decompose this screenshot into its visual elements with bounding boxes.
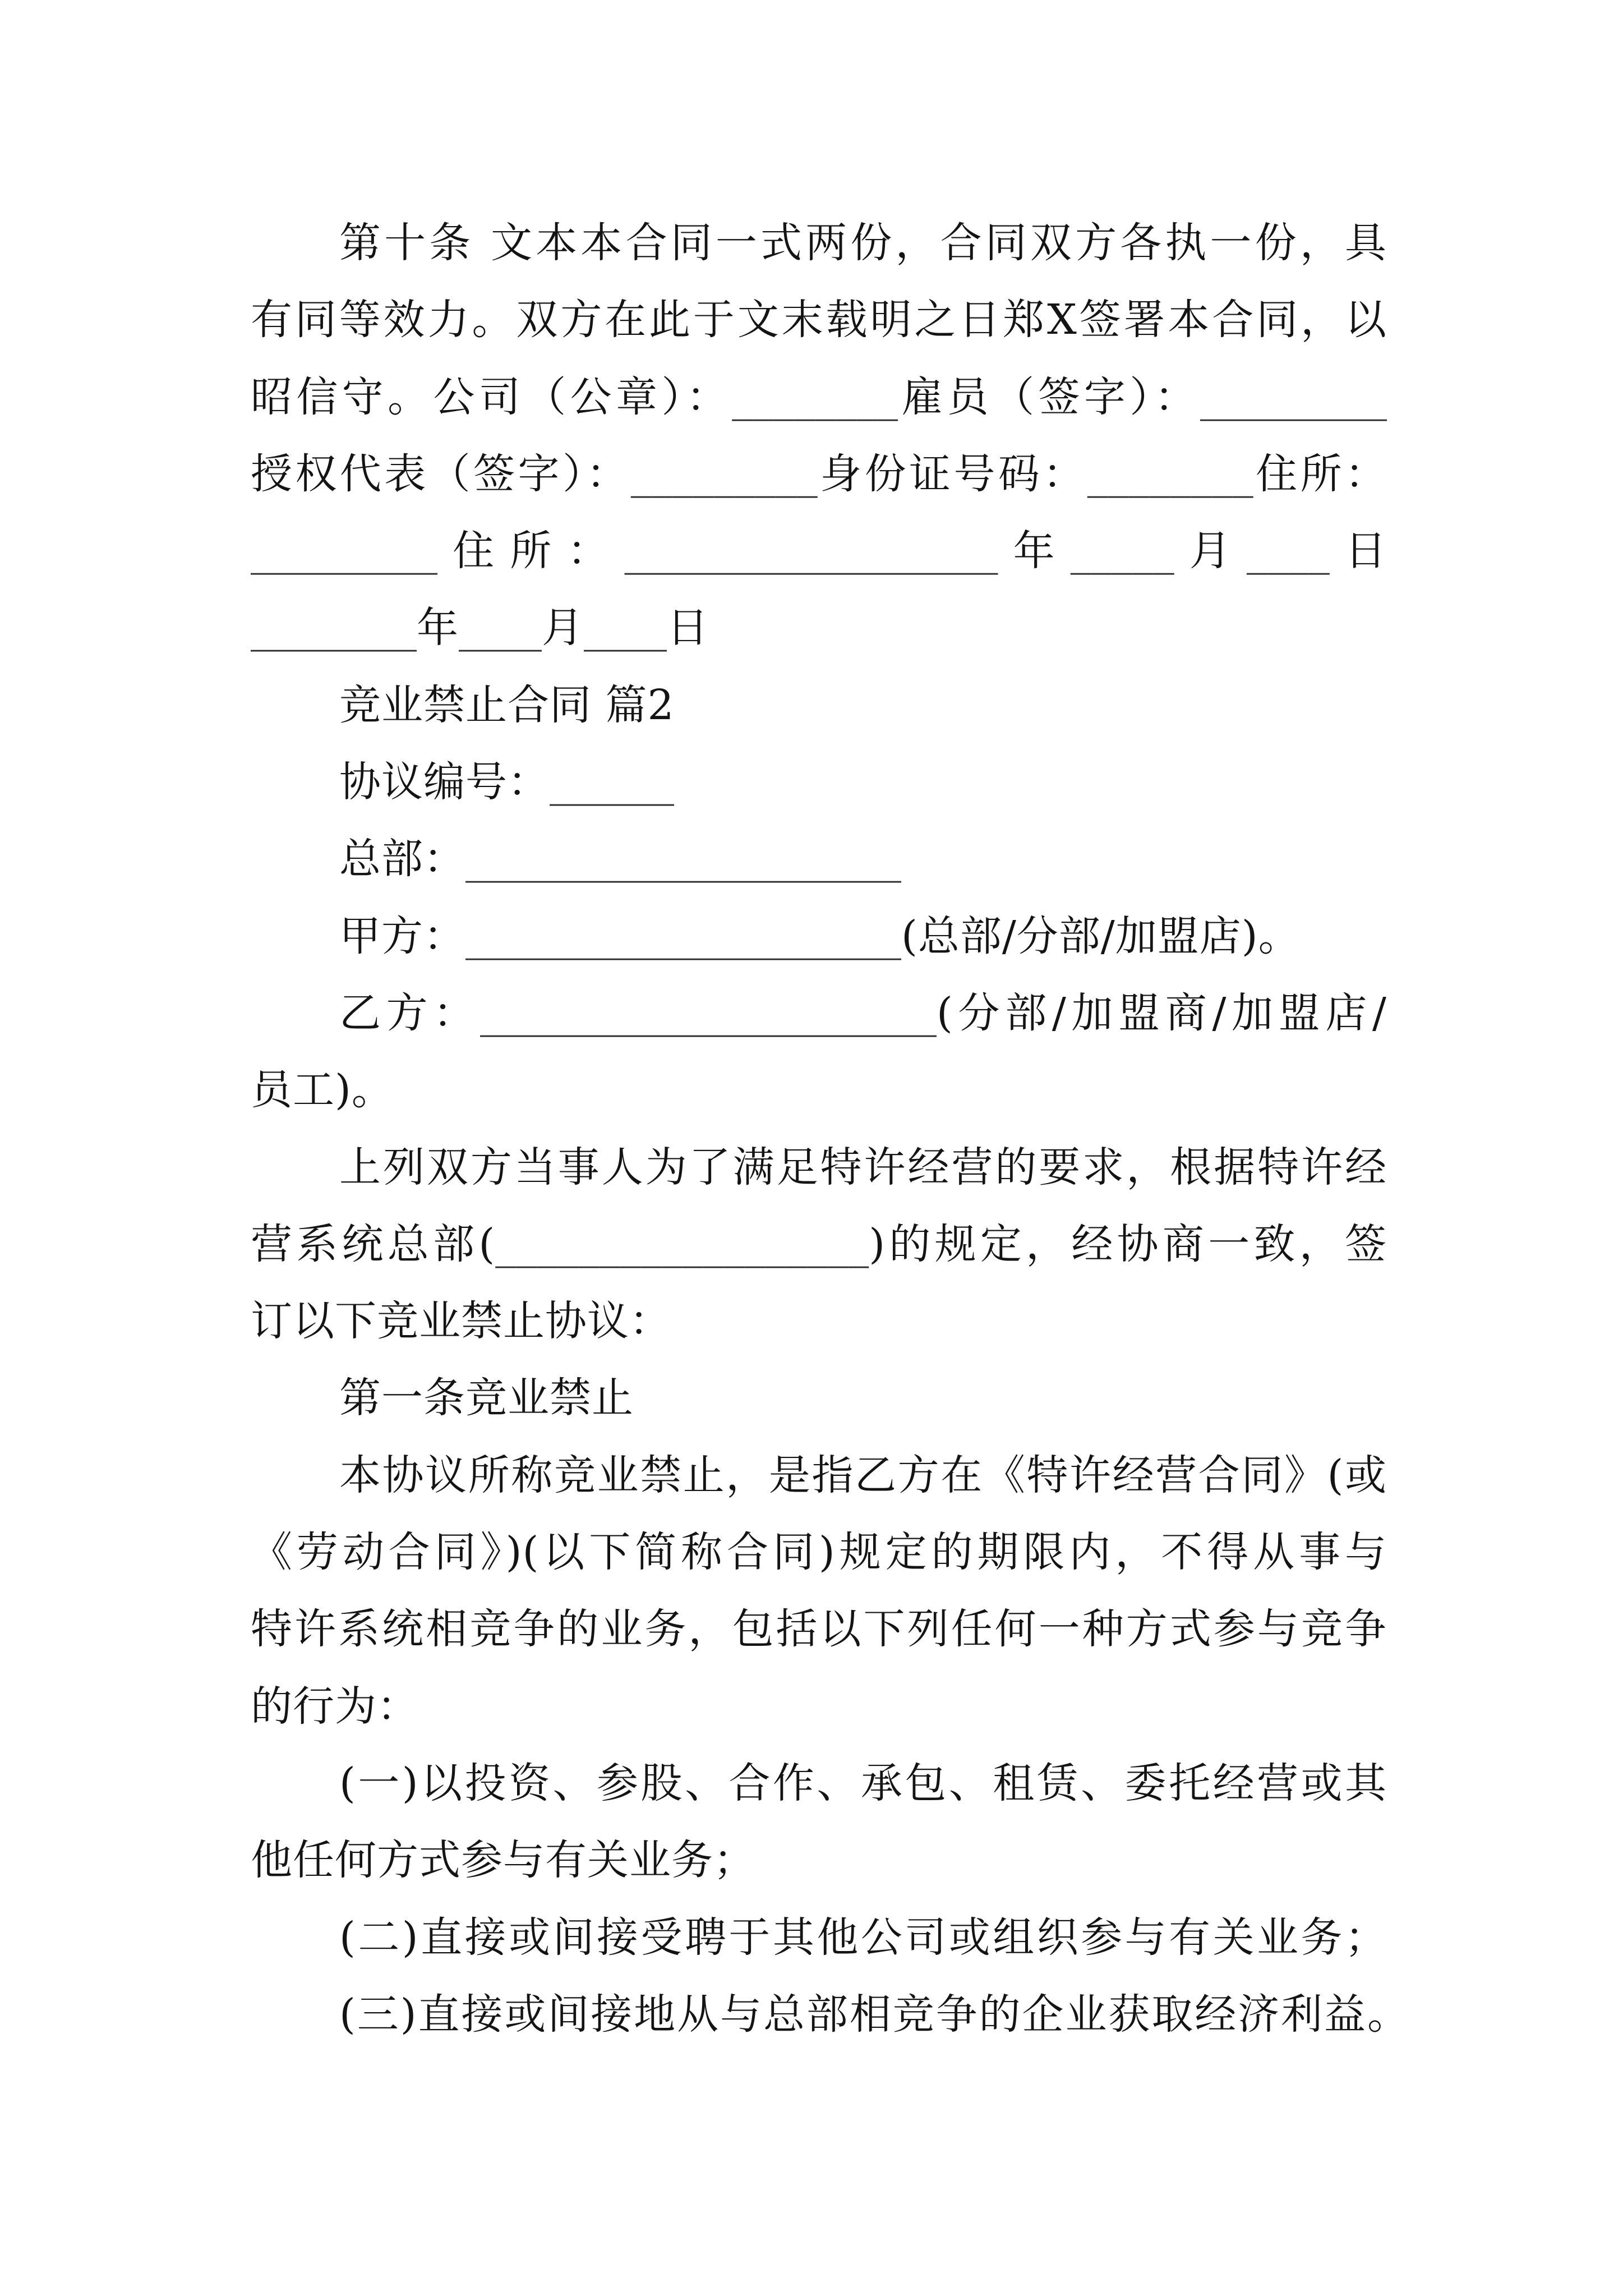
fill-in-blank: ____: [459, 604, 542, 652]
fill-in-blank: _________: [630, 449, 818, 498]
text-column: [251, 205, 1409, 2053]
article-body-line: 特许系统相竞争的业务，包括以下列任何一种方式参与竞争: [251, 1605, 1387, 1654]
fill-in-blank: ________: [1087, 449, 1253, 498]
text-segment: 日: [1329, 527, 1387, 576]
address-date-line: [251, 513, 1387, 590]
text-segment: )的规定，经协商一致，签: [869, 1220, 1387, 1268]
fill-in-blank: ________: [732, 372, 898, 421]
article-item-line: (一)以投资、参股、合作、承包、租赁、委托经营或其: [339, 1759, 1387, 1807]
text-segment: 有同等效力。双方在此于文末载明之日郑X签署本合同，以: [251, 296, 1387, 344]
preamble-line: [251, 1283, 1387, 1360]
agreement-number-line: [251, 744, 1387, 821]
article-heading: 第一条竞业禁止: [339, 1374, 634, 1423]
fill-in-blank: _____________________: [465, 835, 901, 884]
fill-in-blank: _____________________: [465, 912, 901, 960]
text-segment: 营系统总部(: [251, 1220, 496, 1268]
text-segment: 总部：: [339, 835, 465, 884]
headquarters-line: [251, 821, 1387, 898]
text-segment: 员工)。: [251, 1066, 394, 1115]
party-a-line: [251, 898, 1387, 975]
date-line: [251, 590, 1387, 666]
party-b-line: [251, 975, 1387, 1052]
text-segment: 住所：: [437, 527, 625, 576]
fill-in-blank: ______________________: [480, 988, 937, 1037]
article-body-line: 的行为：: [251, 1682, 419, 1731]
text-segment: 住所：: [1253, 449, 1387, 498]
fill-in-blank: __________________: [624, 527, 998, 576]
preamble-line: [251, 1129, 1387, 1206]
text-segment: 月: [1174, 527, 1247, 576]
fill-in-blank: __________________: [495, 1220, 869, 1268]
text-segment: 乙方：: [339, 988, 480, 1037]
fill-in-blank: _________: [251, 527, 437, 576]
text-segment: (分部/加盟商/加盟店/: [937, 988, 1387, 1037]
contract-title: 竞业禁止合同 篇2: [339, 680, 675, 729]
clause-10-line: [251, 282, 1387, 358]
preamble-line: [251, 1206, 1387, 1283]
text-segment: 年: [998, 527, 1071, 576]
signature-line-representative: [251, 436, 1387, 513]
fill-in-blank: ________: [251, 604, 417, 652]
fill-in-blank: ______: [550, 758, 674, 807]
text-segment: 年: [417, 604, 459, 652]
clause-10-line: [251, 205, 1387, 282]
text-segment: (总部/分部/加盟店)。: [901, 912, 1301, 960]
fill-in-blank: ____: [584, 604, 667, 652]
fill-in-blank: ____: [1246, 527, 1330, 576]
text-segment: 上列双方当事人为了满足特许经营的要求，根据特许经: [339, 1143, 1387, 1191]
text-segment: 日: [667, 604, 709, 652]
article-item-line: (三)直接或间接地从与总部相竞争的企业获取经济利益。: [339, 1990, 1409, 2039]
article-body-line: 本协议所称竞业禁止，是指乙方在《特许经营合同》(或: [339, 1451, 1387, 1499]
article-item-line: 他任何方式参与有关业务；: [251, 1836, 755, 1885]
text-segment: 月: [542, 604, 584, 652]
text-segment: 雇员（签字）：: [898, 372, 1201, 421]
text-segment: 第十条 文本本合同一式两份，合同双方各执一份，具: [339, 219, 1387, 267]
article-item-line: (二)直接或间接受聘于其他公司或组织参与有关业务；: [339, 1913, 1387, 1962]
text-segment: 协议编号：: [339, 758, 550, 807]
text-segment: 甲方：: [339, 912, 465, 960]
text-segment: 订以下竞业禁止协议：: [251, 1297, 671, 1346]
fill-in-blank: _____: [1070, 527, 1174, 576]
text-segment: 昭信守。公司（公章）：: [251, 372, 732, 421]
article-body-line: 《劳动合同》)(以下简称合同)规定的期限内，不得从事与: [251, 1528, 1387, 1577]
text-segment: 身份证号码：: [817, 449, 1087, 498]
fill-in-blank: _________: [1200, 372, 1387, 421]
text-segment: 授权代表（签字）：: [251, 449, 631, 498]
party-b-line: [251, 1052, 1387, 1129]
signature-line-company: [251, 359, 1387, 436]
